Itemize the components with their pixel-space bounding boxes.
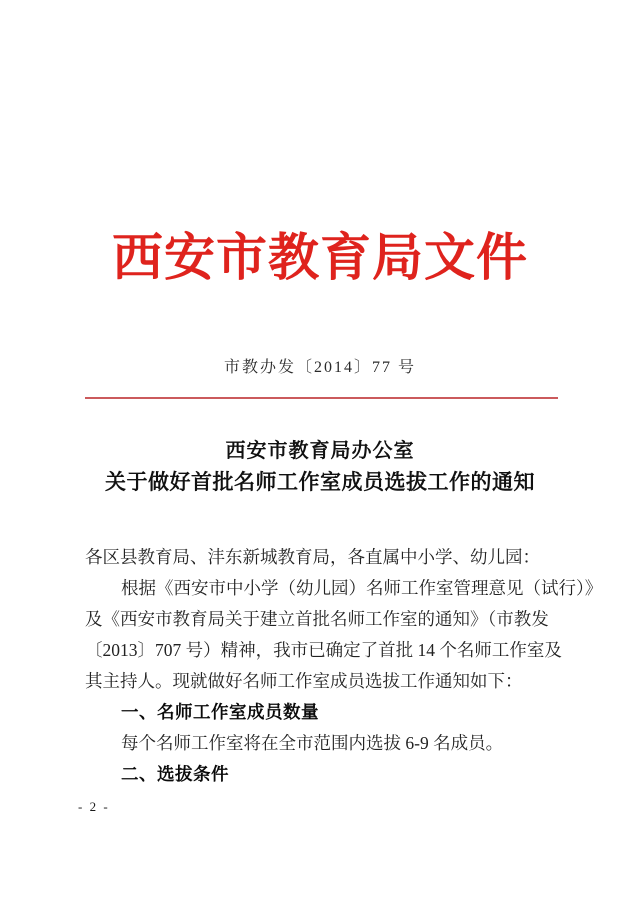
doc-title-line1: 西安市教育局办公室 xyxy=(225,440,415,462)
section-heading-2: 二、选拔条件 xyxy=(121,764,229,784)
red-divider-line xyxy=(85,397,558,399)
body-line: 每个名师工作室将在全市范围内选拔 6-9 名成员。 xyxy=(121,733,504,753)
doc-number: 市教办发〔2014〕77 号 xyxy=(223,359,416,376)
body-line: 根据《西安市中小学（幼儿园）名师工作室管理意见（试行）》 xyxy=(121,578,603,598)
document-body xyxy=(85,542,603,790)
doc-title xyxy=(0,436,640,498)
section-heading-1: 一、名师工作室成员数量 xyxy=(121,702,319,722)
body-line-salutation: 各区县教育局、沣东新城教育局，各直属中小学、幼儿园： xyxy=(85,547,540,567)
body-line: 其主持人。现就做好名师工作室成员选拔工作通知如下： xyxy=(85,671,523,691)
doc-title-line2: 关于做好首批名师工作室成员选拔工作的通知 xyxy=(105,470,535,494)
body-line: 及《西安市教育局关于建立首批名师工作室的通知》（市教发 xyxy=(85,609,549,629)
body-line: 〔2013〕707 号）精神，我市已确定了首批 14 个名师工作室及 xyxy=(85,640,562,660)
page-number: - 2 - xyxy=(78,799,110,814)
letterhead-title: 西安市教育局文件 xyxy=(111,231,528,287)
